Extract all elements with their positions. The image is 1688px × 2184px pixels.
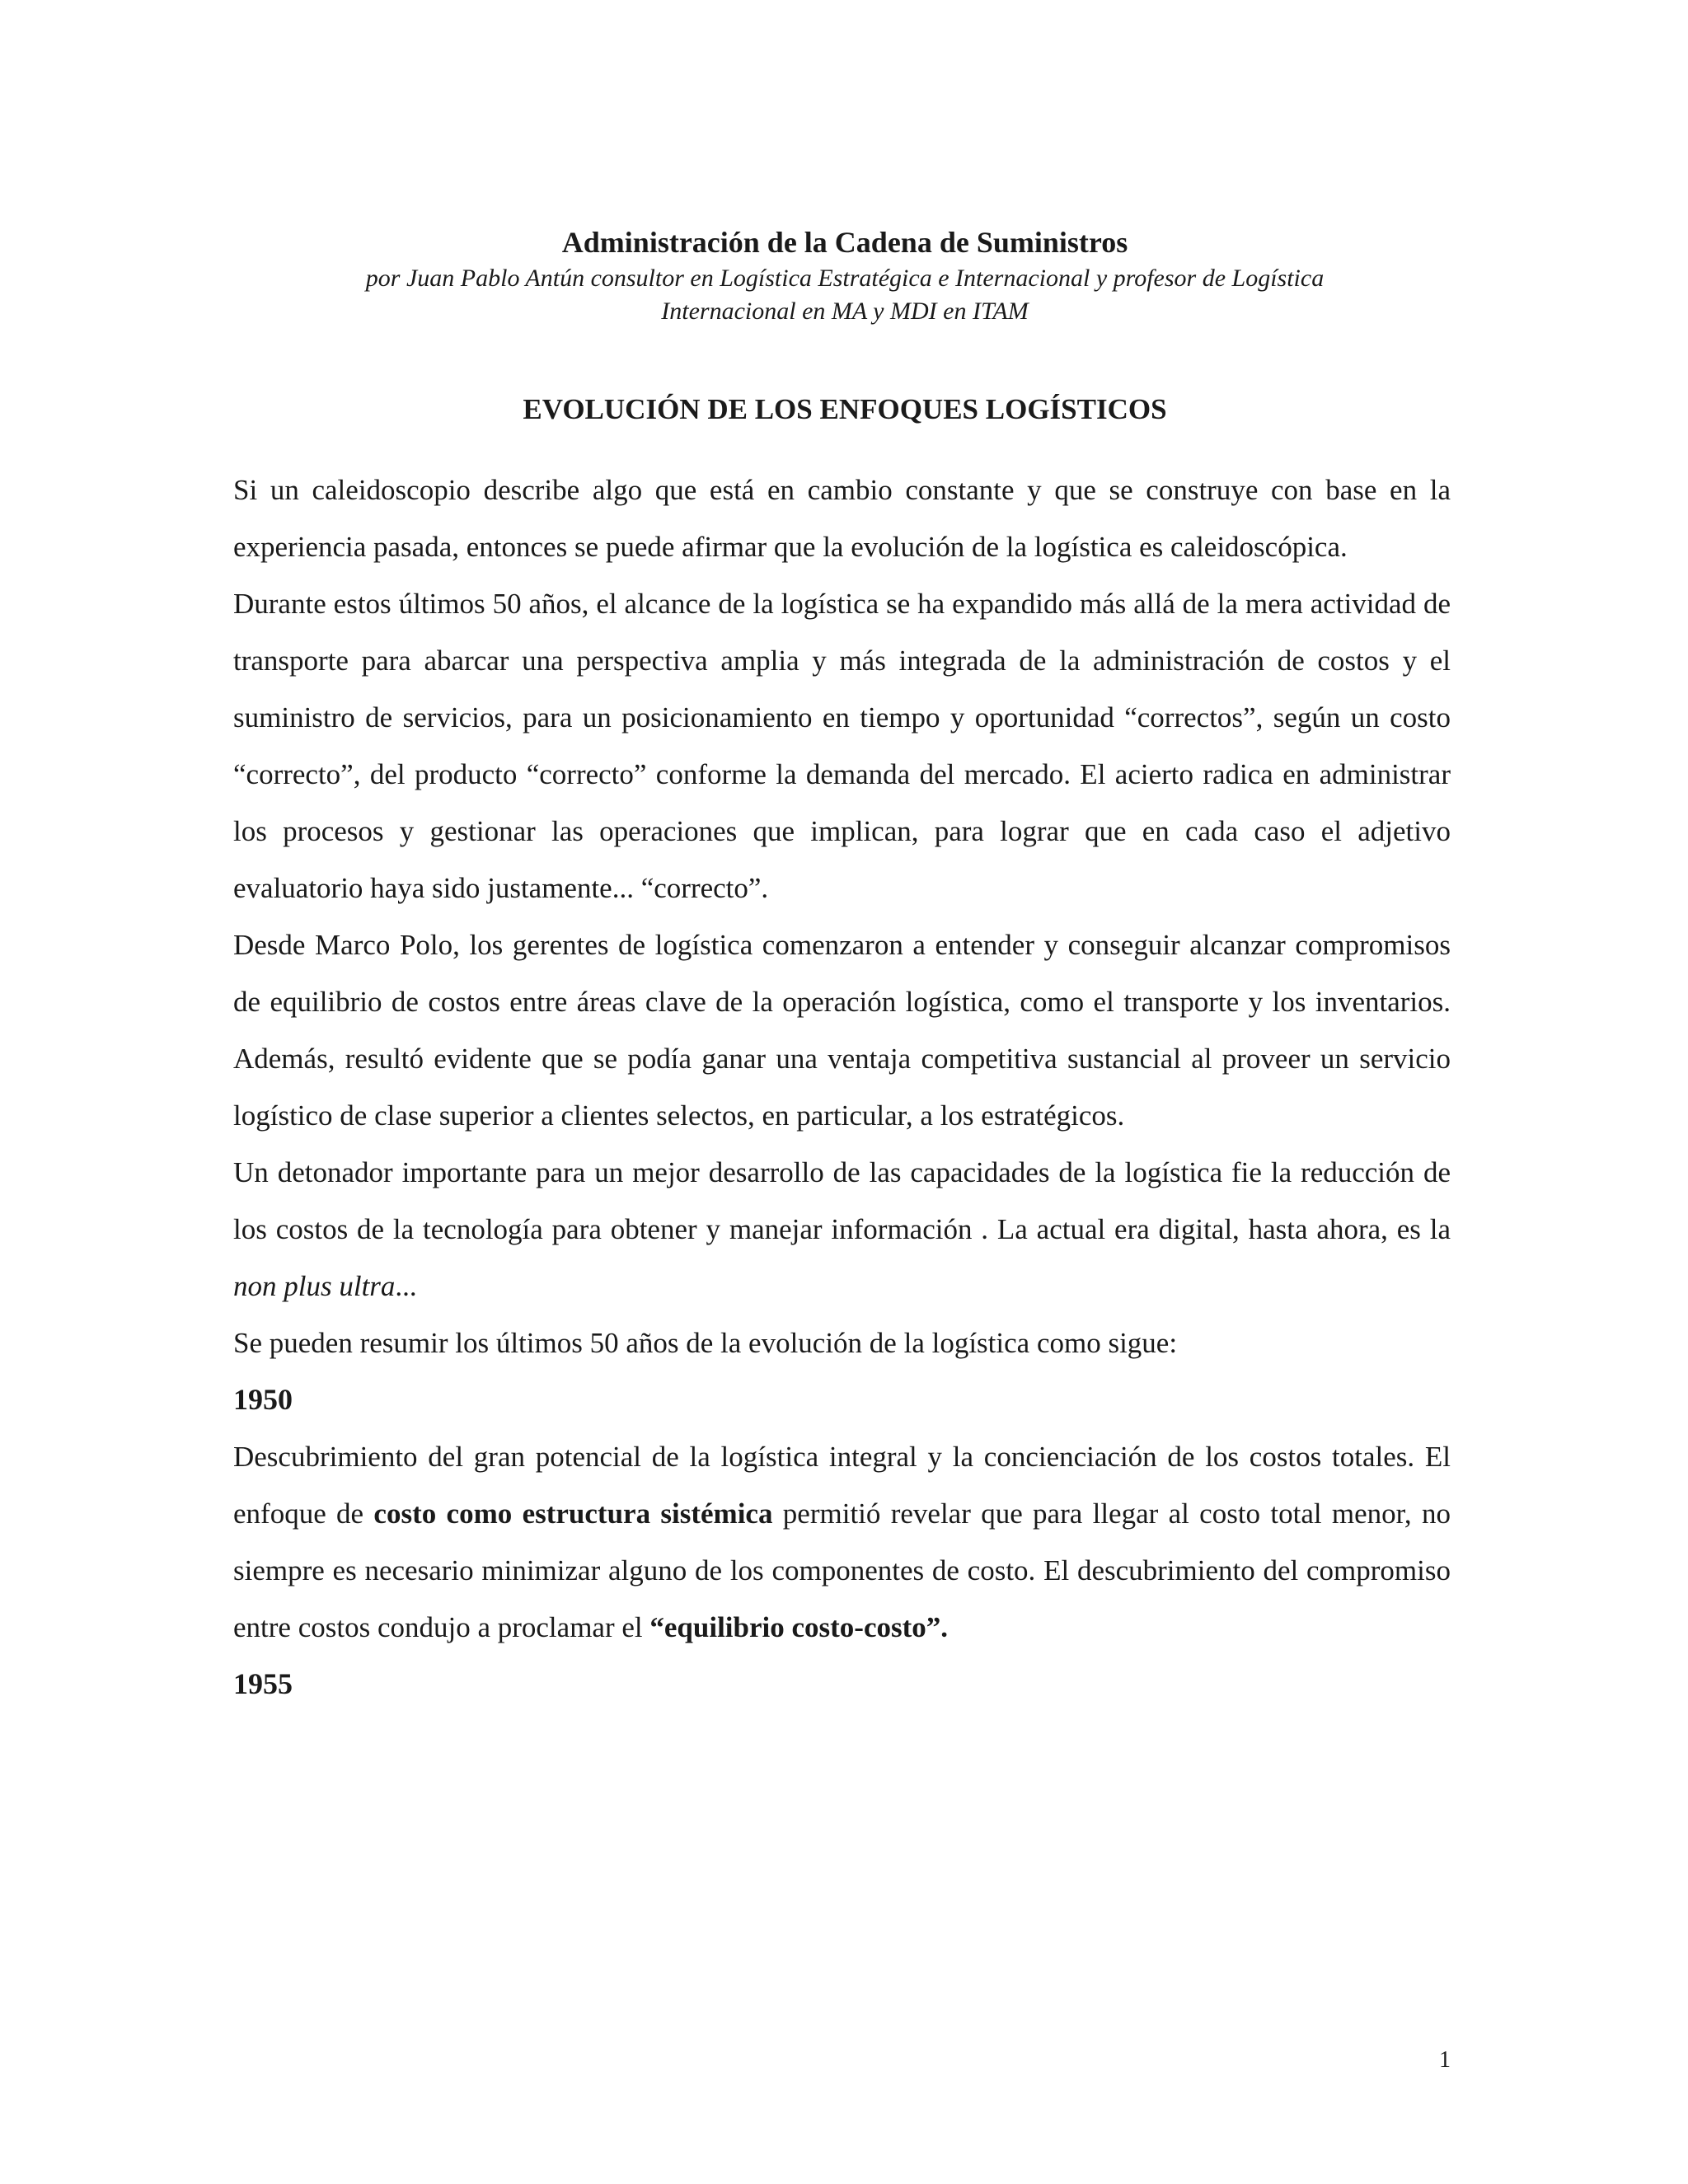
paragraph-1: Si un caleidoscopio describe algo que está en cambio constante y que se construye con base en la experiencia pasada, entonces se puede afirmar que la evolución de la logística es caleidoscópica. [233,474,1451,563]
paragraph-6-text-start: Descubrimiento del gran potencial de la logística integral y la concienciación de los costos totales. El enfoque de [233,1441,1451,1530]
paragraph-6 [233,1428,1451,1656]
paragraph-4-ellipsis: ... [395,1270,417,1302]
year-heading-1950: 1950 [233,1383,293,1416]
paragraph-4-italic: non plus ultra [233,1270,396,1302]
body-text [233,462,1451,1713]
paragraph-4-text: Un detonador importante para un mejor desarrollo de las capacidades de la logística fie la reducción de los costos de la tecnología para obtener y manejar información . La actual era digital, hasta ahora, es la [233,1156,1451,1245]
paragraph-5: Se pueden resumir los últimos 50 años de la evolución de la logística como sigue: [233,1327,1178,1359]
document-header [231,223,1459,328]
author-byline-line-2: Internacional en MA y MDI en ITAM [661,298,1029,325]
page-number: 1 [1439,2047,1451,2073]
paragraph-6-bold-quote: “equilibrio costo-costo”. [649,1611,949,1643]
paragraph-4 [233,1144,1451,1315]
paragraph-2: Durante estos últimos 50 años, el alcance de la logística se ha expandido más allá de la mera actividad de transporte para abarcar una perspectiva amplia y más integrada de la administración de costos y el suministro de servicios, para un posicionamiento en tiempo y oportunidad “correctos”, según un costo “correcto”, del producto “correcto” conforme la demanda del mercado. El acierto radica en administrar los procesos y gestionar las operaciones que implican, para lograr que en cada caso el adjetivo evaluatorio haya sido justamente... “correcto”. [233,588,1451,904]
paragraph-3: Desde Marco Polo, los gerentes de logística comenzaron a entender y conseguir alcanzar compromisos de equilibrio de costos entre áreas clave de la operación logística, como el transporte y los inventarios. Además, resultó evidente que se podía ganar una ventaja competitiva sustancial al proveer un servicio logístico de clase superior a clientes selectos, en particular, a los estratégicos. [233,929,1451,1132]
document-title: Administración de la Cadena de Suministros [561,226,1128,259]
year-heading-1955: 1955 [233,1667,293,1700]
author-byline-line-1: por Juan Pablo Antún consultor en Logística Estratégica e Internacional y profesor de Logística [365,265,1325,292]
paragraph-6-bold-term: costo como estructura sistémica [373,1497,773,1530]
section-heading: EVOLUCIÓN DE LOS ENFOQUES LOGÍSTICOS [523,393,1167,425]
paragraph-6-text-mid: permitió revelar que para llegar al costo total menor, no siempre es necesario minimizar alguno de los componentes de costo. El descubrimiento del compromiso entre costos condujo a proclamar el [233,1497,1451,1643]
